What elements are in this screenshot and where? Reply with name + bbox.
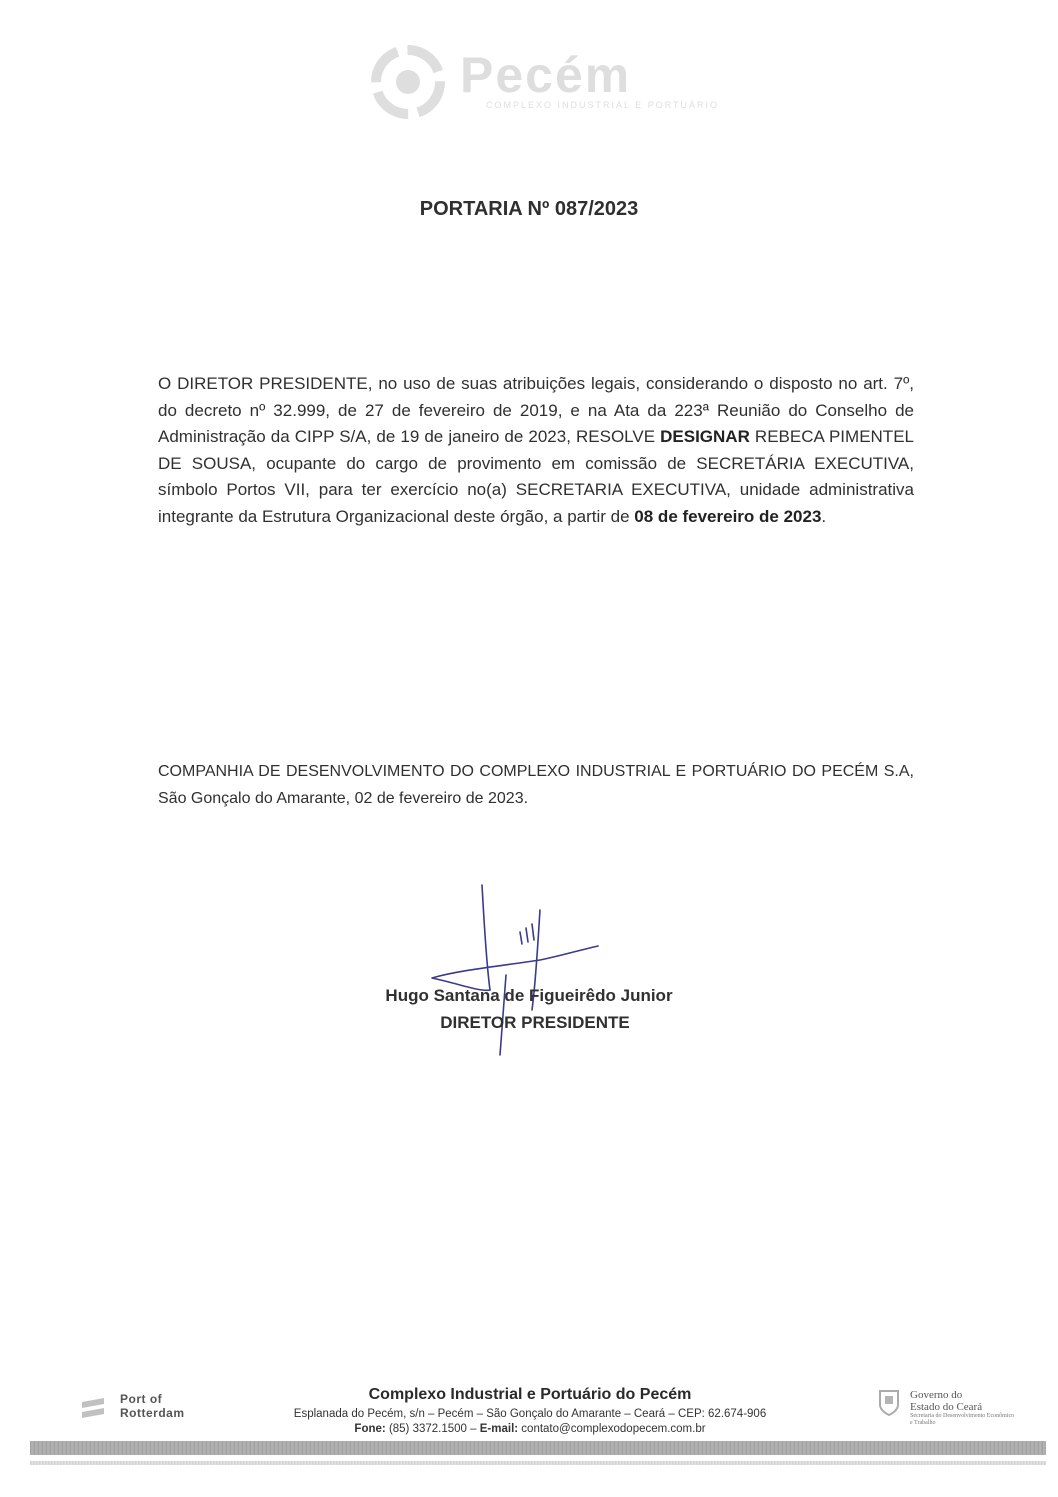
body-bold-designar: DESIGNAR xyxy=(660,427,750,446)
rotterdam-mark-icon xyxy=(78,1394,108,1424)
port-of-rotterdam-logo xyxy=(78,1392,218,1428)
footer-stripe-thin xyxy=(30,1461,1046,1465)
footer-stripe xyxy=(30,1441,1046,1455)
pecem-logo xyxy=(368,42,728,122)
body-bold-date: 08 de fevereiro de 2023 xyxy=(634,506,822,526)
footer-contact: Fone: (85) 3372.1500 – E-mail: contato@complexodopecem.com.br xyxy=(354,1423,706,1435)
email-value: contato@complexodopecem.com.br xyxy=(521,1423,706,1435)
state-crest-icon xyxy=(878,1389,900,1417)
document-body xyxy=(158,371,914,530)
pecem-logo-mark-icon xyxy=(368,42,448,122)
rotterdam-line1: Port of xyxy=(120,1392,163,1406)
closing-paragraph: COMPANHIA DE DESENVOLVIMENTO DO COMPLEXO INDUSTRIAL E PORTUÁRIO DO PECÉM S.A, São Gonçalo do Amarante, 02 de fevereiro de 2023. xyxy=(158,763,914,807)
logo-wordmark: Pecém xyxy=(460,47,632,103)
body-text-part: REBECA PIMENTEL DE SOUSA, ocupante do cargo de provimento em comissão de SECRETÁRIA EXECUTIVA, símbolo Portos VII, para ter exercício no(a) SECRETARIA EXECUTIVA, unidade administrativa integrante da Estrutura Organizacional deste órgão, a partir de xyxy=(158,427,914,526)
gov-line3: Secretaria do Desenvolvimento Econômico e Trabalho xyxy=(910,1413,1015,1426)
body-text-part: O DIRETOR PRESIDENTE, no uso de suas atribuições legais, considerando o disposto no art. 7º, do decreto nº 32.999, de 27 de fevereiro de 2019, e na Ata da 223ª Reunião do Conselho de Administração da CIPP S/A, de 19 de janeiro de 2023, RESOLVE xyxy=(158,374,914,446)
signer-role: DIRETOR PRESIDENTE xyxy=(440,1013,630,1032)
logo-subtitle: COMPLEXO INDUSTRIAL E PORTUÁRIO xyxy=(486,100,720,110)
phone-label: Fone: xyxy=(354,1423,386,1435)
email-label: E-mail: xyxy=(479,1423,519,1435)
document-title: PORTARIA Nº 087/2023 xyxy=(419,198,639,220)
handwritten-signature xyxy=(420,880,620,1070)
phone-value: (85) 3372.1500 xyxy=(388,1423,467,1435)
signer-name: Hugo Santana de Figueirêdo Junior xyxy=(385,986,673,1005)
footer-title: Complexo Industrial e Portuário do Pecém xyxy=(368,1386,692,1403)
gov-line2: Estado do Ceará xyxy=(910,1401,983,1413)
footer-address: Esplanada do Pecém, s/n – Pecém – São Gonçalo do Amarante – Ceará – CEP: 62.674-906 xyxy=(293,1408,767,1420)
rotterdam-line2: Rotterdam xyxy=(120,1406,185,1420)
gov-line1: Governo do xyxy=(910,1389,963,1401)
body-text-part: . xyxy=(821,506,827,526)
governo-ceara-logo xyxy=(878,1389,1018,1429)
